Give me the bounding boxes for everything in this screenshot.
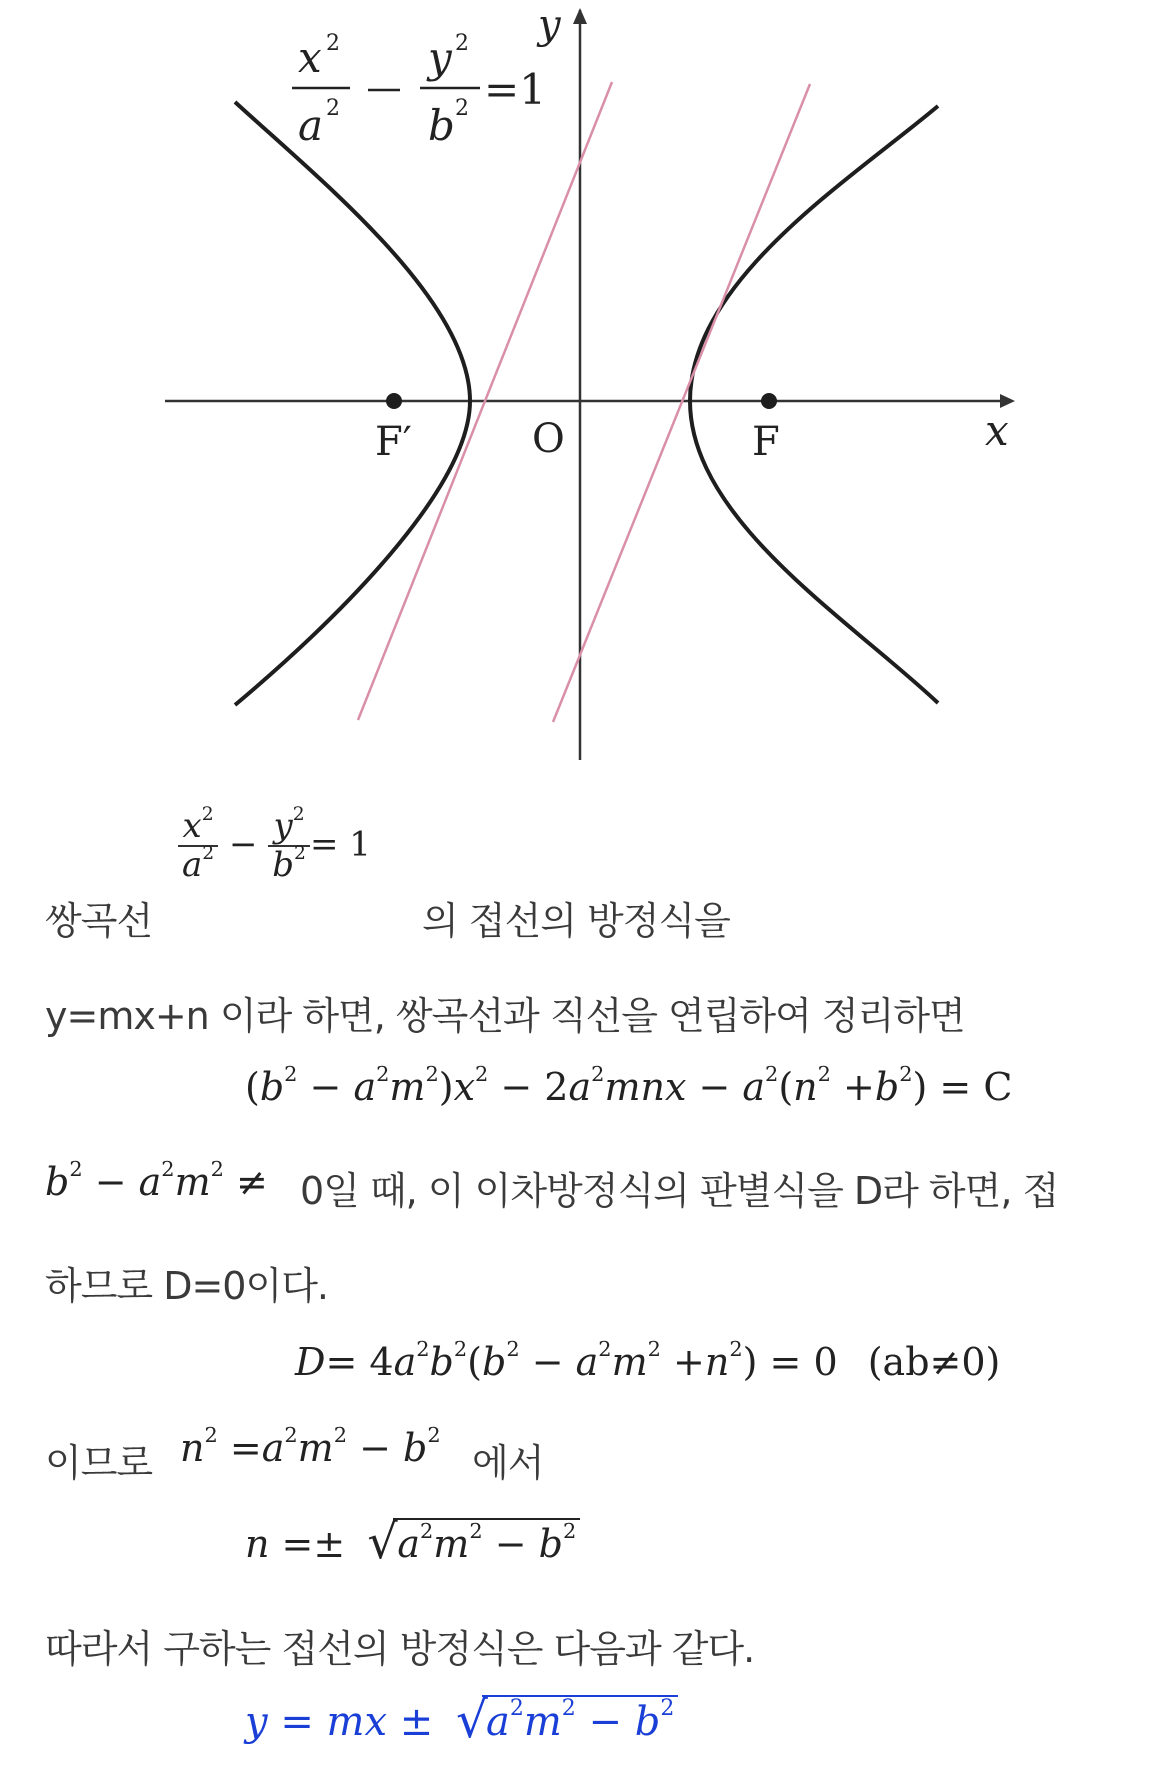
svg-text:2: 2 [455,96,469,121]
n-pm: n =± [245,1522,346,1566]
equation-n-squared: $n^2 =a^2m^2 - b^2$ [180,1423,441,1470]
line1-prefix: 쌍곡선 [45,899,153,943]
line7-suffix: 에서 [472,1441,544,1485]
focus-left-label: F′ [375,419,412,465]
y-pm: y = mx ± [245,1699,434,1745]
cond-zero: 0 [300,1169,324,1213]
eq-rhs: =1 [484,65,546,114]
equation-tangent-final: y = mx ± √ $a^2m^2 - b^2$ [245,1695,678,1745]
eq-a: a [298,101,324,150]
eq-D-cond: (ab≠0) [867,1340,1001,1384]
svg-text:2: 2 [326,31,340,56]
text-line-2: y=mx+n 이라 하면, 쌍곡선과 직선을 연립하여 정리하면 [45,994,965,1038]
condition-nonzero: $b^2 - a^2m^2$ ≠ [45,1157,268,1204]
hyperbola-figure [0,0,1170,780]
line4-suffix: 일 때, 이 이차방정식의 판별식을 D라 하면, 접 [323,1169,1059,1213]
equation-quadratic: $(b^2 - a^2m^2)x^2 - 2a^2mnx - a^2(n^2 +b^2) = C$ [245,1062,1013,1109]
eq-D-rhs: = 0 [769,1340,838,1384]
eq-b: b [428,101,455,150]
svg-text:2: 2 [326,96,340,121]
hyperbola-right-branch [690,106,938,703]
eq1-rhs: = 1 [309,824,371,865]
text-line-5: 하므로 D=0이다. [45,1264,328,1308]
focus-left-dot [386,393,402,409]
text-line-4 [300,1160,1058,1215]
equation-hyperbola-inline: $\frac{x^2}{a^2}$ − $\frac{y^2}{b^2}$ = 1 [178,808,371,885]
text-line-9: 따라서 구하는 접선의 방정식은 다음과 같다. [45,1627,755,1671]
equation-n-solution: n =± √ $a^2m^2 - b^2$ [245,1518,580,1566]
text-line-1 [45,890,152,945]
eq-y: y [428,33,452,82]
focus-right-label: F [752,419,780,465]
eq-quadratic-rhs: = C [939,1065,1013,1109]
figure-equation [292,31,546,150]
equation-discriminant: $D= 4a^2b^2(b^2 - a^2m^2 +n^2) = 0$ (ab≠0) [295,1337,1001,1384]
line1-suffix: 의 접선의 방정식을 [422,899,730,943]
origin-label: O [532,416,565,462]
line7-prefix: 이므로 [45,1441,153,1485]
eq-x: x [298,33,322,82]
y-axis-arrow [573,8,587,24]
hyperbola-left-branch [235,102,470,705]
x-axis-label: x [985,406,1009,455]
focus-right-dot [761,393,777,409]
y-axis-label: y [538,2,561,48]
svg-text:2: 2 [455,31,469,56]
